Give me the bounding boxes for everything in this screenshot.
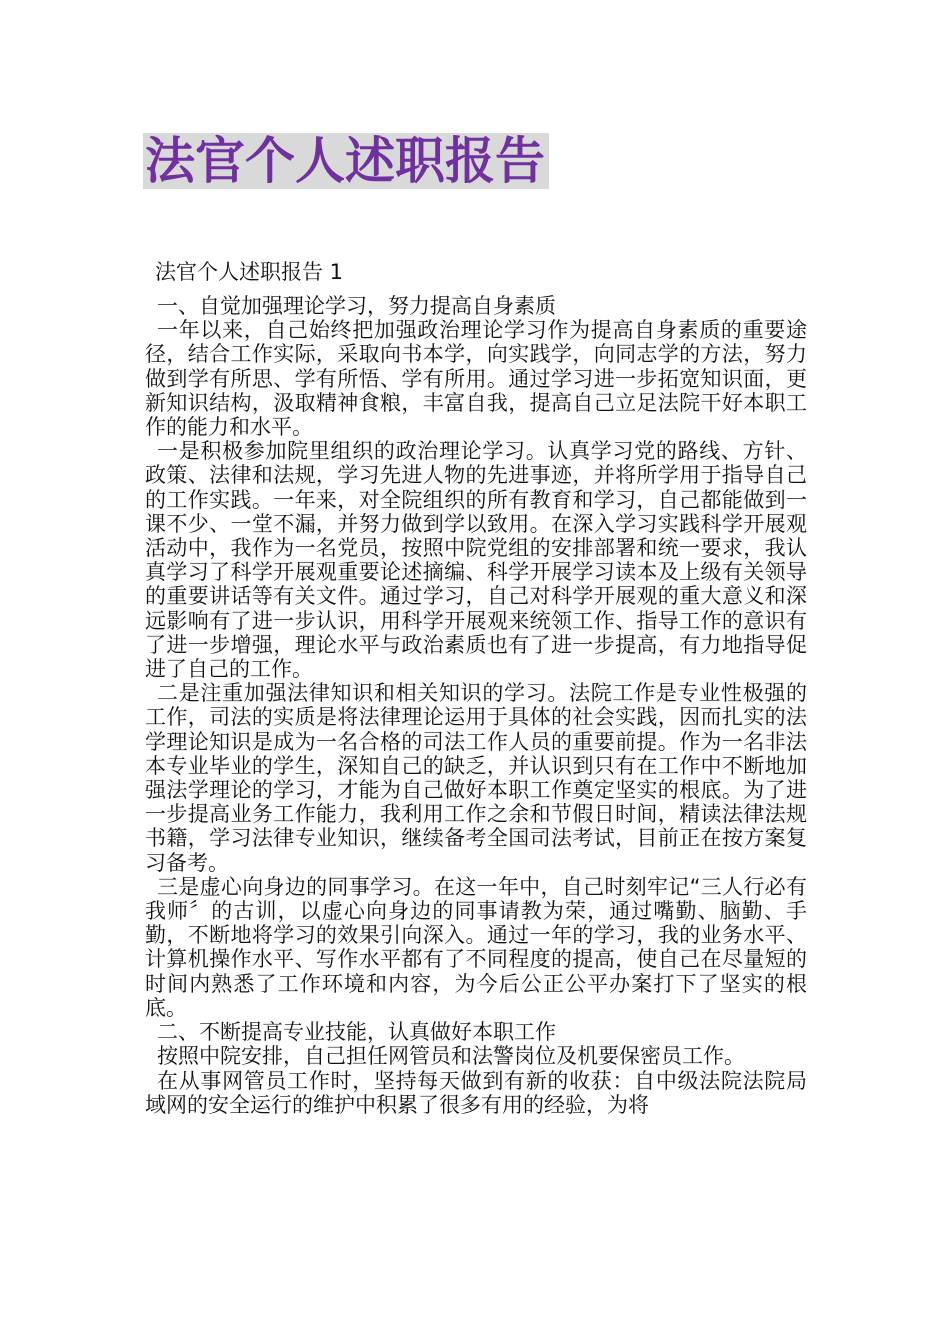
paragraph: 二是注重加强法律知识和相关知识的学习。法院工作是专业性极强的工作，司法的实质是将法律理论运用于具体的社会实践，因而扎实的法学理论知识是成为一名合格的司法工作人员的重要前提。作为一名非法本专业毕业的学生，深知自己的缺乏，并认识到只有在工作中不断地加强法学理论的学习，才能为自己做好本职工作奠定坚实的根底。为了进一步提高业务工作能力，我利用工作之余和节假日时间，精读法律法规书籍，学习法律专业知识，继续备考全国司法考试，目前正在按方案复习备考。	[145, 681, 807, 875]
page-title: 法官个人述职报告	[145, 132, 545, 190]
report-subtitle: 法官个人述职报告 1	[155, 260, 344, 284]
paragraph: 按照中院安排，自己担任网管员和法警岗位及机要保密员工作。	[157, 1044, 745, 1069]
paragraph: 三是虚心向身边的同事学习。在这一年中，自己时刻牢记“三人行必有我师〞的古训，以虚心向身边的同事请教为荣，通过嘴勤、脑勤、手勤，不断地将学习的效果引向深入。通过一年的学习，我的业务水平、计算机操作水平、写作水平都有了不同程度的提高，使自己在尽量短的时间内熟悉了工作环境和内容，为今后公正公平办案打下了坚实的根底。	[145, 874, 807, 1020]
section-heading-2: 二、不断提高专业技能，认真做好本职工作	[157, 1020, 556, 1045]
report-body	[145, 294, 807, 1117]
paragraph: 一年以来，自己始终把加强政治理论学习作为提高自身素质的重要途径，结合工作实际，采取向书本学，向实践学，向同志学的方法，努力做到学有所思、学有所悟、学有所用。通过学习进一步拓宽知识面，更新知识结构，汲取精神食粮，丰富自我，提高自己立足法院干好本职工作的能力和水平。	[145, 318, 807, 440]
paragraph: 在从事网管员工作时，坚持每天做到有新的收获：自中级法院法院局域网的安全运行的维护中积累了很多有用的经验，为将	[145, 1068, 807, 1117]
title-highlight	[143, 133, 549, 189]
section-heading-1: 一、自觉加强理论学习，努力提高自身素质	[157, 294, 556, 318]
paragraph: 一是积极参加院里组织的政治理论学习。认真学习党的路线、方针、政策、法律和法规，学习先进人物的先进事迹，并将所学用于指导自己的工作实践。一年来，对全院组织的所有教育和学习，自己都能做到一课不少、一堂不漏，并努力做到学以致用。在深入学习实践科学开展观活动中，我作为一名党员，按照中院党组的安排部署和统一要求，我认真学习了科学开展观重要论述摘编、科学开展学习读本及上级有关领导的重要讲话等有关文件。通过学习，自己对科学开展观的重大意义和深远影响有了进一步认识，用科学开展观来统领工作、指导工作的意识有了进一步增强，理论水平与政治素质也有了进一步提高，有力地指导促进了自己的工作。	[145, 439, 807, 682]
